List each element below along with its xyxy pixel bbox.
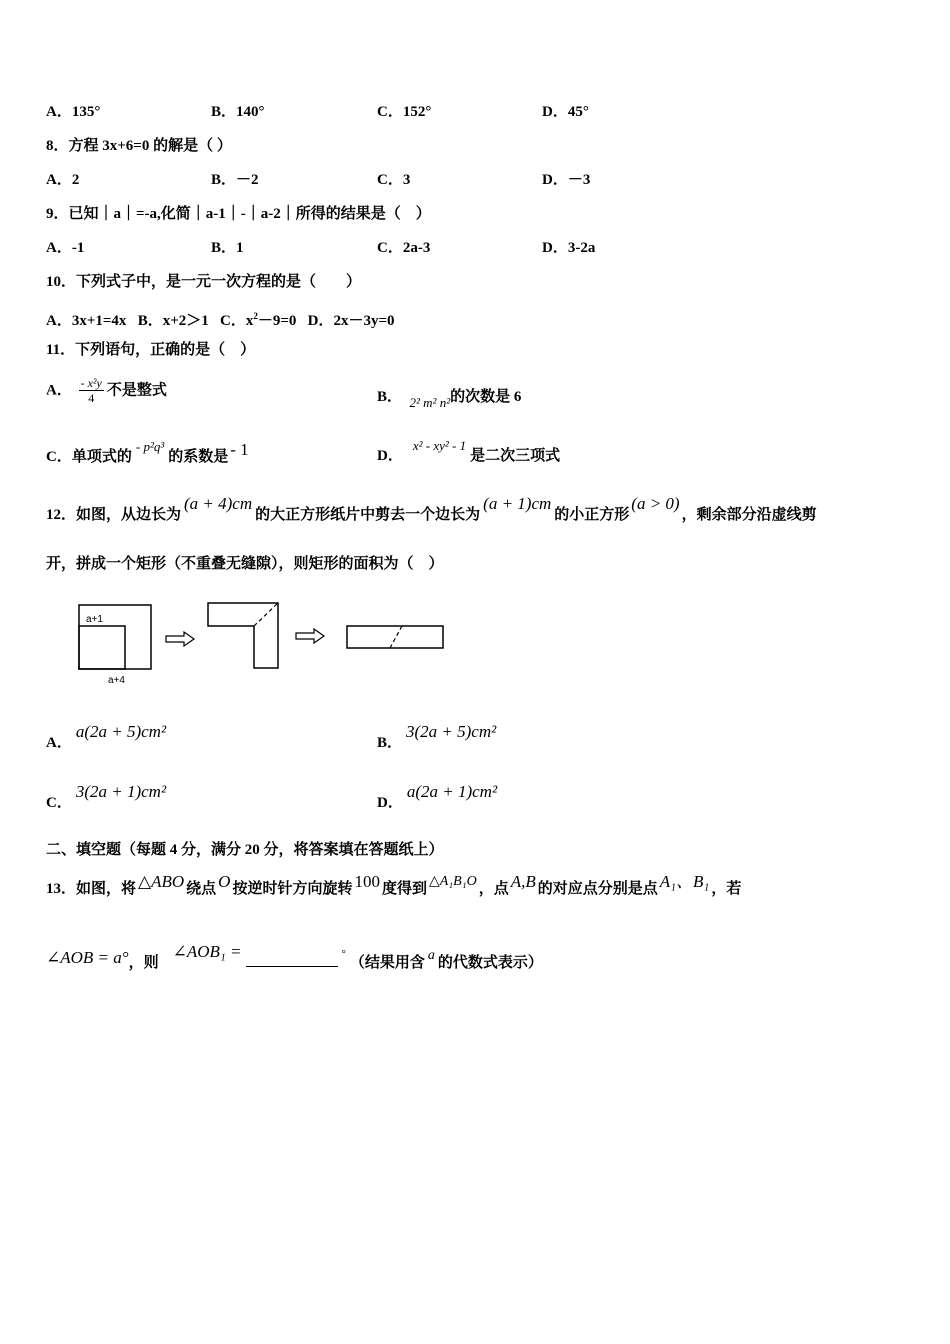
option-text: 2a-3 bbox=[402, 240, 431, 256]
q12-stem-line1 bbox=[46, 494, 817, 525]
math-expression: a(2a + 5)cm² bbox=[75, 722, 167, 741]
q9-option-b bbox=[211, 238, 244, 258]
l-shape bbox=[208, 603, 278, 668]
q9-option-c bbox=[377, 238, 430, 258]
option-letter: C． bbox=[377, 172, 403, 188]
q10-option-d: D．2x－3y=0 bbox=[307, 313, 395, 329]
stem-text: 13．如图，将 bbox=[46, 881, 137, 897]
q11-stem: 11．下列语句，正确的是（ ） bbox=[46, 342, 256, 358]
q11-option-b bbox=[377, 387, 522, 410]
q8-option-d bbox=[542, 170, 590, 190]
q7-option-d bbox=[542, 102, 589, 122]
rectangle bbox=[347, 626, 443, 648]
option-letter: D． bbox=[542, 172, 568, 188]
fraction-numerator: - x²y bbox=[80, 376, 102, 390]
fraction-denominator: 4 bbox=[88, 391, 95, 405]
fraction bbox=[79, 376, 104, 405]
q12-option-a bbox=[46, 722, 167, 753]
stem-text: 绕点 bbox=[186, 881, 217, 897]
option-letter: A． bbox=[46, 735, 72, 751]
option-letter: D． bbox=[377, 448, 403, 464]
option-letter: A． bbox=[46, 104, 72, 120]
option-letter: A． bbox=[46, 382, 72, 399]
math-expression: (a + 4)cm bbox=[184, 494, 253, 513]
q7-option-a bbox=[46, 102, 100, 122]
option-text: 2 bbox=[71, 172, 80, 188]
option-text: 3 bbox=[402, 172, 411, 188]
math-expression: ∠AOB = a° bbox=[46, 948, 129, 967]
option-letter: B． bbox=[377, 735, 403, 751]
q10-option-c bbox=[220, 313, 296, 329]
option-letter: A． bbox=[46, 172, 72, 188]
option-text: 不是整式 bbox=[106, 382, 167, 399]
math-expression: (a + 1)cm bbox=[483, 494, 552, 513]
math-expression: 3(2a + 5)cm² bbox=[406, 722, 497, 741]
option-text: 单项式的 bbox=[71, 449, 132, 465]
q10-stem: 10．下列式子中，是一元一次方程的是（ ） bbox=[46, 274, 362, 290]
math-value: 100 bbox=[354, 872, 380, 891]
math-expression: A₁、B₁ bbox=[659, 872, 710, 891]
math-expression: △ABO bbox=[138, 872, 185, 891]
option-c-exponent: 2 bbox=[253, 311, 258, 321]
option-letter: C． bbox=[377, 240, 403, 256]
q9-stem: 9．已知｜a｜=-a,化简｜a-1｜-｜a-2｜所得的结果是（ ） bbox=[46, 206, 431, 222]
label-a-plus-4: a+4 bbox=[108, 675, 125, 686]
option-letter: D． bbox=[542, 240, 568, 256]
q7-option-b bbox=[211, 102, 265, 122]
math-value: - 1 bbox=[230, 440, 249, 459]
option-letter: C． bbox=[377, 104, 403, 120]
option-text: 45° bbox=[567, 104, 589, 120]
q10-options bbox=[46, 306, 395, 331]
option-letter: B． bbox=[211, 240, 237, 256]
math-expression: O bbox=[218, 872, 231, 891]
stem-text: ，若 bbox=[711, 881, 742, 897]
math-expression: x² - xy² - 1 bbox=[412, 438, 467, 453]
q7-option-c bbox=[377, 102, 431, 122]
q8-stem: 8．方程 3x+6=0 的解是（ ） bbox=[46, 138, 232, 154]
math-expression: 2² m² n² bbox=[409, 395, 451, 410]
stem-text: 12．如图，从边长为 bbox=[46, 507, 182, 523]
q12-option-c bbox=[46, 782, 167, 813]
stem-text: ，点 bbox=[478, 881, 509, 897]
stem-text: 的代数式表示） bbox=[437, 955, 543, 971]
option-text: 135° bbox=[71, 104, 101, 120]
option-letter: C． bbox=[46, 795, 72, 811]
math-expression: A,B bbox=[510, 872, 536, 891]
square-cut-diagram bbox=[76, 598, 456, 690]
cut-line-2 bbox=[390, 626, 402, 648]
option-letter: B． bbox=[211, 172, 237, 188]
option-letter: C． bbox=[46, 449, 72, 465]
q13-stem-line1 bbox=[46, 872, 742, 900]
q12-option-d bbox=[377, 782, 498, 813]
option-text: 是二次三项式 bbox=[470, 448, 561, 464]
q11-option-a bbox=[46, 376, 167, 405]
math-expression: 3(2a + 1)cm² bbox=[75, 782, 167, 801]
q10-option-b: B．x+2＞1 bbox=[137, 313, 209, 329]
q9-option-d bbox=[542, 238, 595, 258]
option-text: -1 bbox=[71, 240, 85, 256]
cut-line-1 bbox=[254, 603, 278, 626]
q10-option-a: A．3x+1=4x bbox=[46, 313, 127, 329]
q8-option-c bbox=[377, 170, 410, 190]
option-c-rest: －9=0 bbox=[257, 313, 297, 329]
degree-symbol: ° bbox=[341, 948, 346, 960]
option-text: 3-2a bbox=[567, 240, 596, 256]
stem-text: 度得到 bbox=[381, 881, 427, 897]
answer-blank[interactable] bbox=[246, 952, 338, 967]
q8-option-a bbox=[46, 170, 79, 190]
option-text: －3 bbox=[567, 172, 591, 188]
stem-text: ，则 bbox=[128, 955, 159, 971]
stem-text: 按逆时针方向旋转 bbox=[232, 881, 353, 897]
math-expression: a bbox=[427, 948, 435, 963]
stem-text: （结果用含 bbox=[349, 955, 425, 971]
arrow-right-icon bbox=[166, 632, 194, 646]
stem-text: ，剩余部分沿虚线剪 bbox=[681, 507, 817, 523]
option-letter: B． bbox=[211, 104, 237, 120]
q11-option-d bbox=[377, 438, 561, 466]
stem-text: 的对应点分别是点 bbox=[537, 881, 658, 897]
q12-figure bbox=[76, 598, 456, 690]
q13-stem-line2 bbox=[46, 942, 543, 974]
q11-option-c bbox=[46, 439, 249, 467]
option-letter: D． bbox=[377, 795, 403, 811]
option-text: 1 bbox=[236, 240, 244, 256]
option-text: 的系数是 bbox=[168, 449, 229, 465]
option-text: －2 bbox=[236, 172, 259, 188]
math-expression: △A₁B₁O bbox=[428, 874, 477, 889]
option-letter: A． bbox=[46, 240, 72, 256]
option-letter: D． bbox=[542, 104, 568, 120]
small-square bbox=[79, 626, 125, 669]
math-expression: ∠AOB₁ = bbox=[172, 942, 242, 961]
section-2-title: 二、填空题（每题 4 分，满分 20 分，将答案填在答题纸上） bbox=[46, 842, 444, 858]
math-expression: a(2a + 1)cm² bbox=[406, 782, 498, 801]
q9-option-a bbox=[46, 238, 84, 258]
q12-stem-line2: 开，拼成一个矩形（不重叠无缝隙），则矩形的面积为（ ） bbox=[46, 556, 444, 572]
stem-text: 的小正方形 bbox=[554, 507, 630, 523]
option-text: 140° bbox=[236, 104, 265, 120]
option-text: 的次数是 6 bbox=[450, 389, 522, 405]
math-expression: (a > 0) bbox=[631, 494, 680, 513]
q12-option-b bbox=[377, 722, 497, 753]
option-letter: B． bbox=[377, 389, 403, 405]
label-a-plus-1: a+1 bbox=[86, 614, 103, 625]
option-c-text: C．x bbox=[220, 313, 254, 329]
option-text: 152° bbox=[402, 104, 432, 120]
arrow-right-icon bbox=[296, 629, 324, 643]
q8-option-b bbox=[211, 170, 259, 190]
stem-text: 的大正方形纸片中剪去一个边长为 bbox=[255, 507, 481, 523]
math-expression: - p²q³ bbox=[135, 439, 165, 454]
